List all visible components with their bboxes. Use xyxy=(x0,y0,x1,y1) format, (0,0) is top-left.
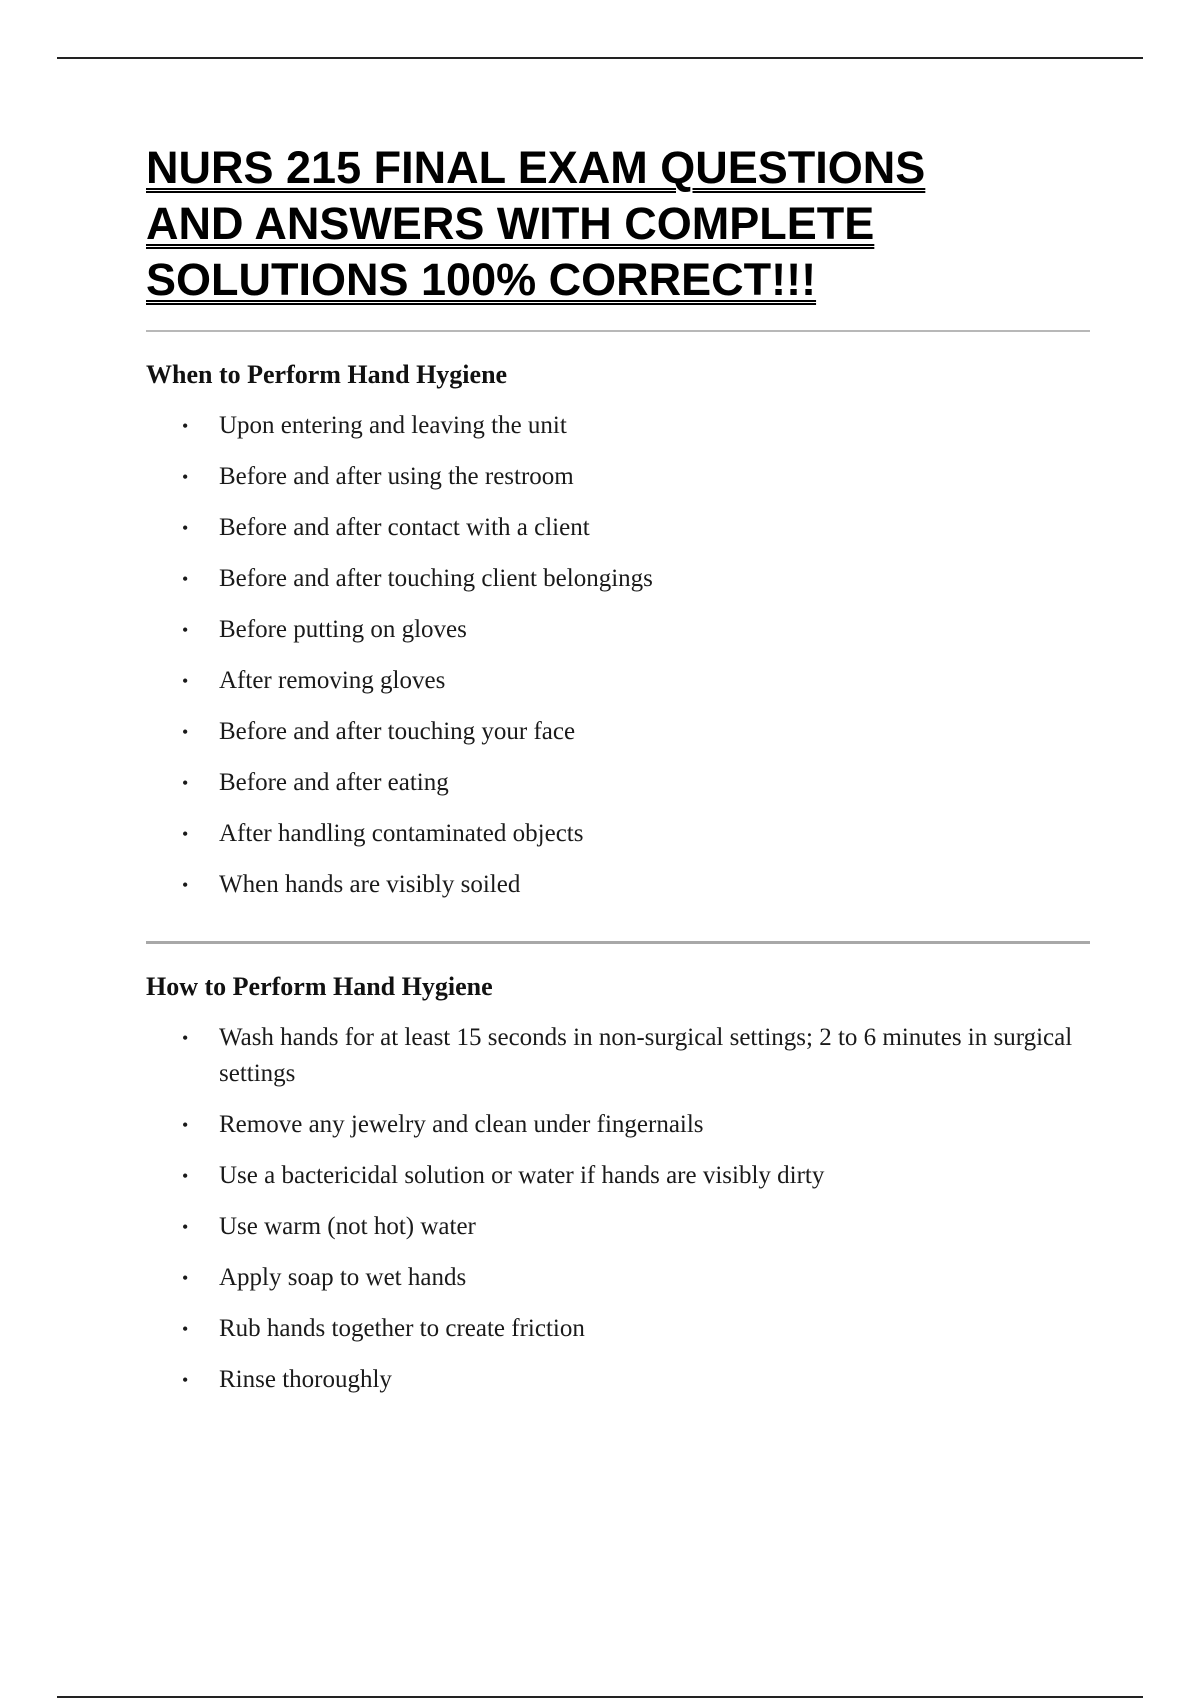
bullet-icon: • xyxy=(182,1166,189,1186)
section-when-hand-hygiene xyxy=(146,360,1090,903)
section-heading: How to Perform Hand Hygiene xyxy=(146,972,493,1001)
bullet-icon: • xyxy=(182,416,189,436)
bullet-icon: • xyxy=(182,1370,189,1390)
list-item xyxy=(146,1362,1090,1398)
list-item xyxy=(146,1020,1090,1092)
bullet-icon: • xyxy=(182,773,189,793)
bullet-icon: • xyxy=(182,671,189,691)
section-divider xyxy=(146,941,1090,944)
page-bottom-rule xyxy=(57,1696,1143,1698)
list-item xyxy=(146,663,1090,699)
list-item xyxy=(146,1209,1090,1245)
list-item xyxy=(146,1311,1090,1347)
bullet-icon: • xyxy=(182,875,189,895)
bullet-icon: • xyxy=(182,1115,189,1135)
bullet-icon: • xyxy=(182,467,189,487)
bullet-icon: • xyxy=(182,569,189,589)
list-item-text: Before putting on gloves xyxy=(219,616,467,643)
list-item xyxy=(146,459,1090,495)
document-title xyxy=(146,140,1090,308)
bullet-icon: • xyxy=(182,518,189,538)
list-item-text: Before and after touching your face xyxy=(219,718,576,745)
list-item-text: Upon entering and leaving the unit xyxy=(219,412,567,439)
list-item-text: Before and after using the restroom xyxy=(219,463,574,490)
list-item xyxy=(146,408,1090,444)
bullet-icon: • xyxy=(182,1268,189,1288)
section-heading: When to Perform Hand Hygiene xyxy=(146,360,508,389)
list-item-text: Wash hands for at least 15 seconds in non-surgical settings; 2 to 6 minutes in surgical settings xyxy=(219,1024,1073,1087)
list-item-text: Remove any jewelry and clean under fingernails xyxy=(219,1111,704,1138)
section-divider xyxy=(146,330,1090,332)
bullet-icon: • xyxy=(182,722,189,742)
list-item-text: Rub hands together to create friction xyxy=(219,1315,585,1342)
bullet-icon: • xyxy=(182,1028,189,1048)
list-item-text: Use warm (not hot) water xyxy=(219,1213,476,1240)
list-item-text: Use a bactericidal solution or water if hands are visibly dirty xyxy=(219,1162,825,1189)
list-item xyxy=(146,510,1090,546)
bullet-icon: • xyxy=(182,824,189,844)
list-item-text: After removing gloves xyxy=(219,667,446,694)
list-item-text: After handling contaminated objects xyxy=(219,820,584,847)
list-item-text: Before and after touching client belongings xyxy=(219,565,653,592)
title-line-3: SOLUTIONS 100% CORRECT!!! xyxy=(146,254,817,305)
list-item-text: Apply soap to wet hands xyxy=(219,1264,467,1291)
title-line-2: AND ANSWERS WITH COMPLETE xyxy=(146,198,875,249)
list-item xyxy=(146,1107,1090,1143)
bullet-icon: • xyxy=(182,1319,189,1339)
list-item xyxy=(146,1260,1090,1296)
list-item xyxy=(146,561,1090,597)
title-line-1: NURS 215 FINAL EXAM QUESTIONS xyxy=(146,142,926,193)
list-item xyxy=(146,714,1090,750)
section-how-hand-hygiene xyxy=(146,972,1090,1398)
list-item-text: Before and after eating xyxy=(219,769,449,796)
list-item xyxy=(146,765,1090,801)
bullet-icon: • xyxy=(182,620,189,640)
bullet-list xyxy=(146,1020,1090,1398)
bullet-list xyxy=(146,408,1090,903)
document-body xyxy=(146,140,1090,1413)
list-item xyxy=(146,867,1090,903)
page-top-rule xyxy=(57,57,1143,59)
bullet-icon: • xyxy=(182,1217,189,1237)
list-item-text: Before and after contact with a client xyxy=(219,514,590,541)
list-item xyxy=(146,816,1090,852)
list-item-text: When hands are visibly soiled xyxy=(219,871,521,898)
list-item xyxy=(146,612,1090,648)
list-item-text: Rinse thoroughly xyxy=(219,1366,392,1393)
list-item xyxy=(146,1158,1090,1194)
